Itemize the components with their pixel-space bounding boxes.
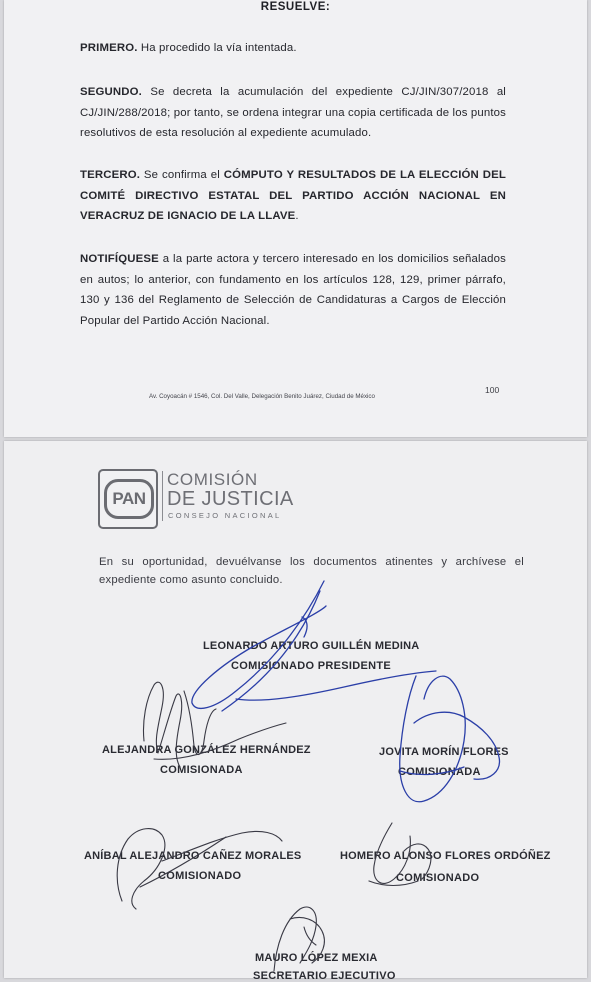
paragraph-segundo bbox=[80, 82, 506, 144]
notifiquese-label: NOTIFÍQUESE bbox=[80, 253, 159, 265]
notifiquese-text: a la parte actora y tercero interesado en los domicilios señalados en autos; lo anterior, con fundamento en los artículos 128, 129, primer párrafo, 130 y 136 del Reglamento de Selección de Candidaturas a Cargos de Elección Popular del Partido Acción Nacional. bbox=[80, 253, 506, 327]
primero-text: Ha procedido la vía intentada. bbox=[140, 42, 297, 54]
signatory-title: COMISIONADO bbox=[158, 870, 242, 882]
handwritten-signatures bbox=[4, 441, 587, 978]
signature-gonzalez bbox=[143, 682, 286, 767]
signature-lopez bbox=[274, 907, 324, 971]
tercero-label: TERCERO. bbox=[80, 169, 141, 181]
logo-text-comision: COMISIÓN bbox=[167, 470, 258, 489]
signature-guillen bbox=[192, 581, 436, 711]
tercero-text-after: . bbox=[295, 210, 299, 222]
paragraph-tercero bbox=[80, 165, 506, 227]
signatory-name: MAURO LÓPEZ MEXIA bbox=[255, 952, 378, 964]
signature-flores bbox=[369, 823, 431, 886]
signatory-title: COMISIONADA bbox=[398, 766, 481, 778]
logo-text-de-justicia: DE JUSTICIA bbox=[167, 488, 294, 510]
paragraph-notifiquese bbox=[80, 249, 506, 331]
primero-label: PRIMERO. bbox=[80, 42, 138, 54]
document-page-1 bbox=[4, 0, 587, 437]
signatory-title: COMISIONADA bbox=[160, 764, 243, 776]
segundo-text: Se decreta la acumulación del expediente CJ/JIN/307/2018 al CJ/JIN/288/2018; por tanto, se ordena integrar una copia certificada de los puntos resolutivos de esta resolución al expediente acumulado. bbox=[80, 86, 506, 139]
page-number: 100 bbox=[485, 385, 500, 395]
signatory-name: HOMERO ALONSO FLORES ORDÓÑEZ bbox=[340, 850, 551, 862]
signature-morin bbox=[400, 676, 500, 802]
paragraph-primero bbox=[80, 38, 506, 59]
document-page-2 bbox=[4, 441, 587, 982]
signatory-name: LEONARDO ARTURO GUILLÉN MEDINA bbox=[203, 640, 420, 652]
signatory-title: SECRETARIO EJECUTIVO bbox=[253, 970, 396, 982]
signature-canez bbox=[117, 829, 282, 909]
pan-logo-mark: PAN bbox=[104, 479, 154, 519]
signatory-name: ALEJANDRA GONZÁLEZ HERNÁNDEZ bbox=[102, 744, 311, 756]
tercero-bold-text: CÓMPUTO Y RESULTADOS DE LA ELECCIÓN DEL COMITÉ DIRECTIVO ESTATAL DEL PARTIDO ACCIÓN NACIONAL EN VERACRUZ DE IGNACIO DE LA LLAVE bbox=[80, 169, 506, 222]
logo-text-consejo-nacional: CONSEJO NACIONAL bbox=[168, 511, 282, 520]
signatory-title: COMISIONADO bbox=[396, 872, 480, 884]
signatory-title: COMISIONADO PRESIDENTE bbox=[231, 660, 392, 672]
signatory-name: ANÍBAL ALEJANDRO CAÑEZ MORALES bbox=[84, 850, 302, 862]
footer-address: Av. Coyoacán # 1546, Col. Del Valle, Delegación Benito Juárez, Ciudad de México bbox=[149, 393, 375, 400]
resolution-heading: RESUELVE: bbox=[260, 1, 331, 13]
tercero-text-before: Se confirma el bbox=[143, 169, 220, 181]
signatory-name: JOVITA MORÍN FLORES bbox=[379, 746, 509, 758]
segundo-label: SEGUNDO. bbox=[80, 86, 142, 98]
closing-paragraph: En su oportunidad, devuélvanse los documentos atinentes y archívese el expediente como asunto concluido. bbox=[99, 556, 524, 586]
